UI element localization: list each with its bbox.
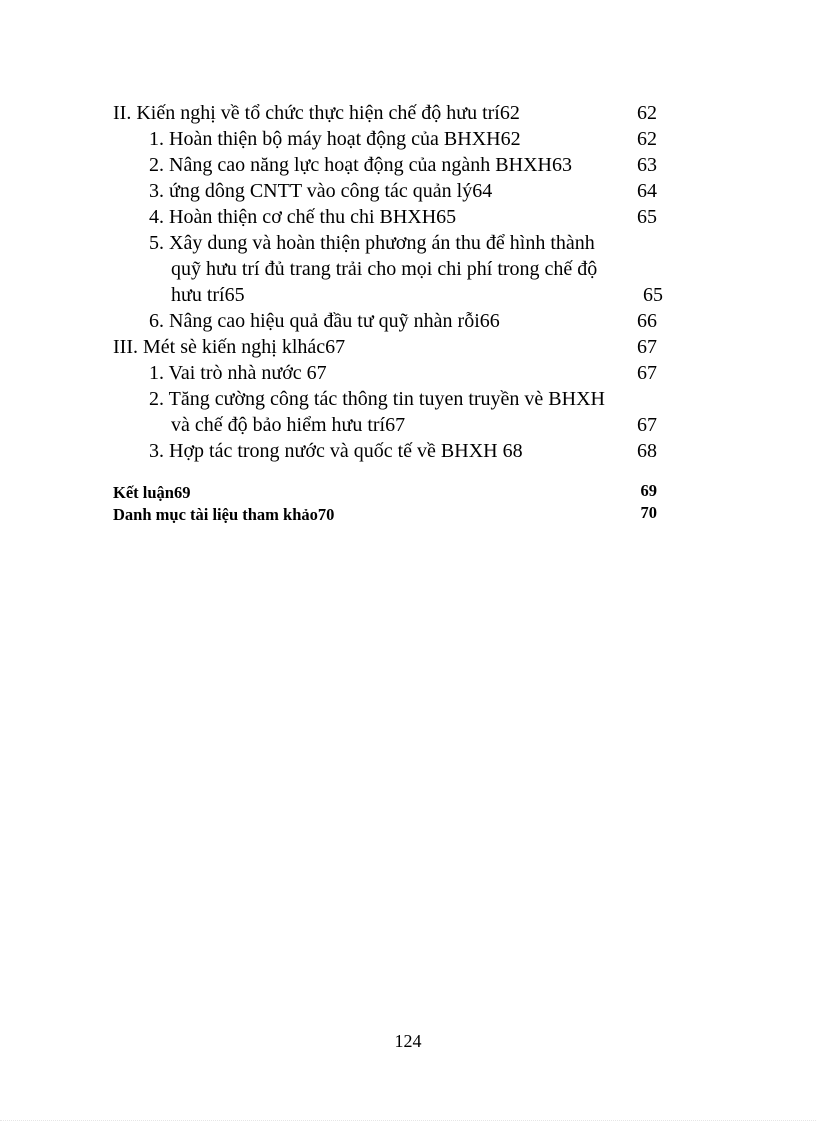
toc-page-number: 65 xyxy=(643,284,663,306)
toc-entry xyxy=(113,230,665,308)
toc-entry-text: 5. Xây dung và hoàn thiện phương án thu để hình thành xyxy=(149,232,595,254)
toc-entry xyxy=(113,100,665,126)
toc-closing-label: Danh mục tài liệu tham khảo70 xyxy=(113,505,335,524)
toc-entry-text: 2. Nâng cao năng lực hoạt động của ngành BHXH63 xyxy=(149,154,572,176)
toc-entry xyxy=(113,438,665,464)
toc-entry xyxy=(113,386,665,438)
toc-page-number: 64 xyxy=(637,180,657,202)
toc-page-number: 65 xyxy=(637,206,657,228)
toc-page-number: 62 xyxy=(637,128,657,150)
toc-closing-entry xyxy=(113,480,665,502)
toc-entry-text-continued: hưu trí65 xyxy=(171,284,245,306)
toc-entry-text: III. Mét sè kiến nghị klhác67 xyxy=(113,336,346,358)
toc-entry-text: 2. Tăng cường công tác thông tin tuyen truyền vè BHXH xyxy=(149,388,605,410)
toc-page-number: 62 xyxy=(637,102,657,124)
toc-entry-text: 4. Hoàn thiện cơ chế thu chi BHXH65 xyxy=(149,206,457,228)
page-bottom-border xyxy=(0,1120,816,1121)
toc-entry-text-continued: và chế độ bảo hiểm hưu trí67 xyxy=(171,414,406,436)
toc-entry xyxy=(113,178,665,204)
toc-page-number: 69 xyxy=(640,481,657,500)
toc-entry-text: II. Kiến nghị về tổ chức thực hiện chế độ hưu trí62 xyxy=(113,102,520,124)
page-number: 124 xyxy=(394,1031,422,1051)
toc-page-number: 67 xyxy=(637,362,657,384)
toc-page-number: 67 xyxy=(637,414,657,436)
toc-page-number: 68 xyxy=(637,440,657,462)
toc-page-number: 70 xyxy=(640,503,657,522)
toc-entry-text: 6. Nâng cao hiệu quả đầu tư quỹ nhàn rỗi66 xyxy=(149,310,500,332)
toc-entry xyxy=(113,360,665,386)
toc-page-number: 63 xyxy=(637,154,657,176)
toc-entry xyxy=(113,126,665,152)
toc-page-number: 66 xyxy=(637,310,657,332)
toc-entry-text: 1. Vai trò nhà nước 67 xyxy=(149,362,327,384)
spacer xyxy=(113,464,665,480)
toc-closing-entry xyxy=(113,502,665,524)
toc-entry-text: 3. ứng dông CNTT vào công tác quản lý64 xyxy=(149,180,493,202)
toc-entry xyxy=(113,308,665,334)
toc-entry-text-continued: quỹ hưu trí đủ trang trải cho mọi chi phí trong chế độ xyxy=(171,258,598,280)
toc-entry-text: 3. Hợp tác trong nước và quốc tế về BHXH 68 xyxy=(149,440,523,462)
toc-entry-text: 1. Hoàn thiện bộ máy hoạt động của BHXH62 xyxy=(149,128,521,150)
table-of-contents xyxy=(113,100,665,524)
toc-closing-label: Kết luận69 xyxy=(113,483,191,502)
toc-entry xyxy=(113,334,665,360)
toc-entry xyxy=(113,204,665,230)
toc-entry xyxy=(113,152,665,178)
toc-page-number: 67 xyxy=(637,336,657,358)
